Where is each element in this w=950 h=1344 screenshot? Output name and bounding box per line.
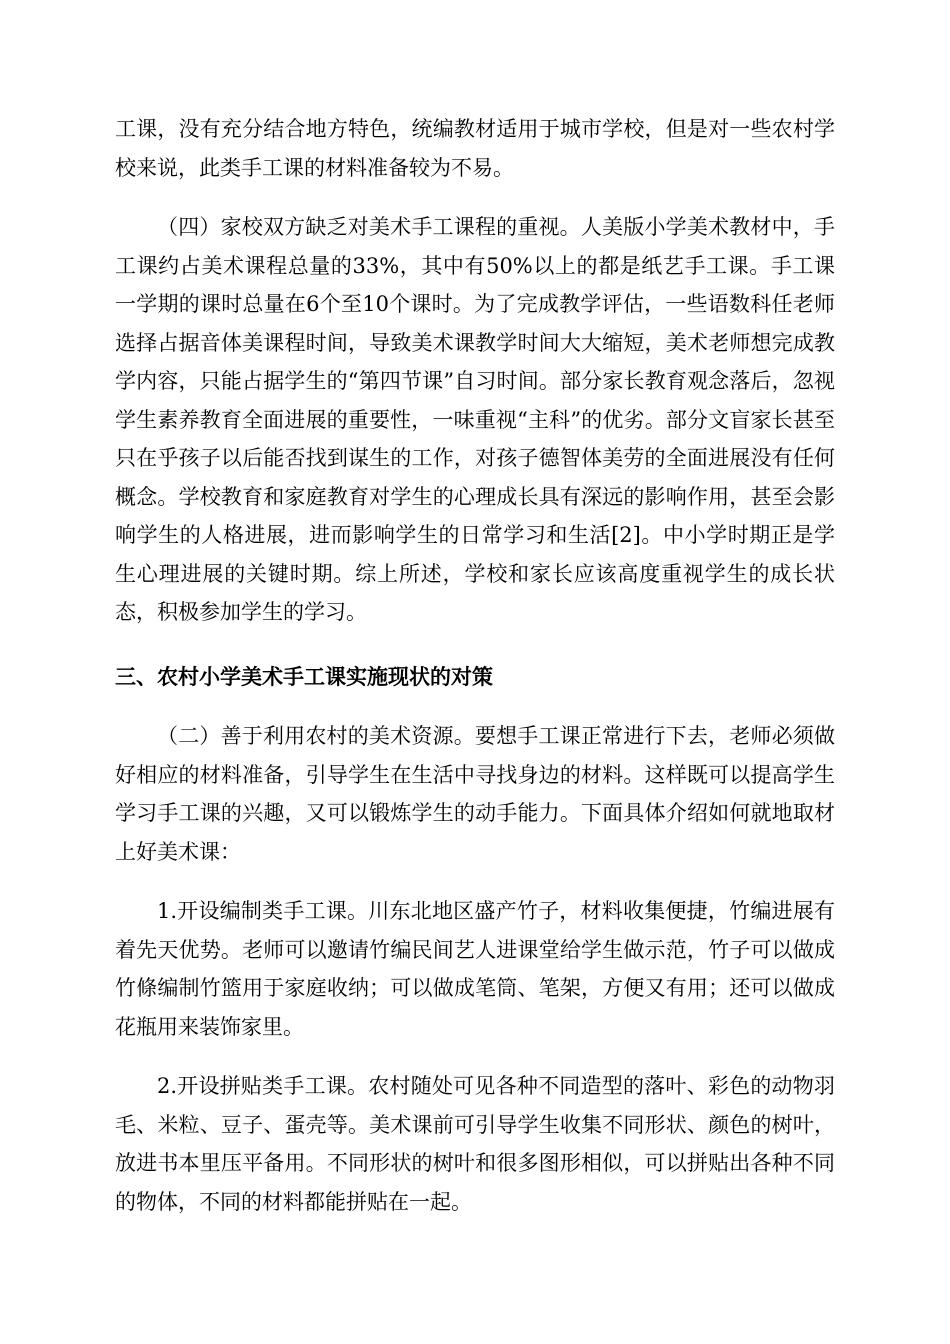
document-page <box>115 110 835 1221</box>
paragraph-continued: 工课，没有充分结合地方特色，统编教材适用于城市学校，但是对一些农村学校来说，此类手工课的材料准备较为不易。 <box>115 117 835 180</box>
paragraph-weaving: 1.开设编制类手工课。川东北地区盛产竹子，材料收集便捷，竹编进展有着先天优势。老师可以邀请竹编民间艺人进课堂给学生做示范，竹子可以做成竹條编制竹篮用于家庭收纳；可以做成笔筒、笔架，方便又有用；还可以做成花瓶用来装饰家里。 <box>115 899 835 1039</box>
paragraph-collage: 2.开设拼贴类手工课。农村随处可见各种不同造型的落叶、彩色的动物羽毛、米粒、豆子、蛋壳等。美术课前可引导学生收集不同形状、颜色的树叶，放进书本里压平备用。不同形状的树叶和很多图形相似，可以拼贴出各种不同的物体，不同的材料都能拼贴在一起。 <box>115 1074 835 1214</box>
paragraph-rural-resources: （二）善于利用农村的美术资源。要想手工课正常进行下去，老师必须做好相应的材料准备，引导学生在生活中寻找身边的材料。这样既可以提高学生学习手工课的兴趣，又可以锻炼学生的动手能力。下面具体介绍如何就地取材上好美术课： <box>115 724 835 864</box>
paragraph-home-school: （四）家校双方缺乏对美术手工课程的重视。人美版小学美术教材中，手工课约占美术课程总量的33%，其中有50%以上的都是纸艺手工课。手工课一学期的课时总量在6个至10个课时。为了完成教学评估，一些语数科任老师选择占据音体美课程时间，导致美术课教学时间大大缩短，美术老师想完成教学内容，只能占据学生的“第四节课”自习时间。部分家长教育观念落后，忽视学生素养教育全面进展的重要性，一味重视“主科”的优劣。部分文盲家长甚至只在乎孩子以后能否找到谋生的工作，对孩子德智体美劳的全面进展没有任何概念。学校教育和家庭教育对学生的心理成长具有深远的影响作用，甚至会影响学生的人格进展，进而影响学生的日常学习和生活[2]。中小学时期正是学生心理进展的关键时期。综上所述，学校和家长应该高度重视学生的成长状态，积极参加学生的学习。 <box>115 215 835 624</box>
section-heading: 三、农村小学美术手工课实施现状的对策 <box>115 664 493 689</box>
